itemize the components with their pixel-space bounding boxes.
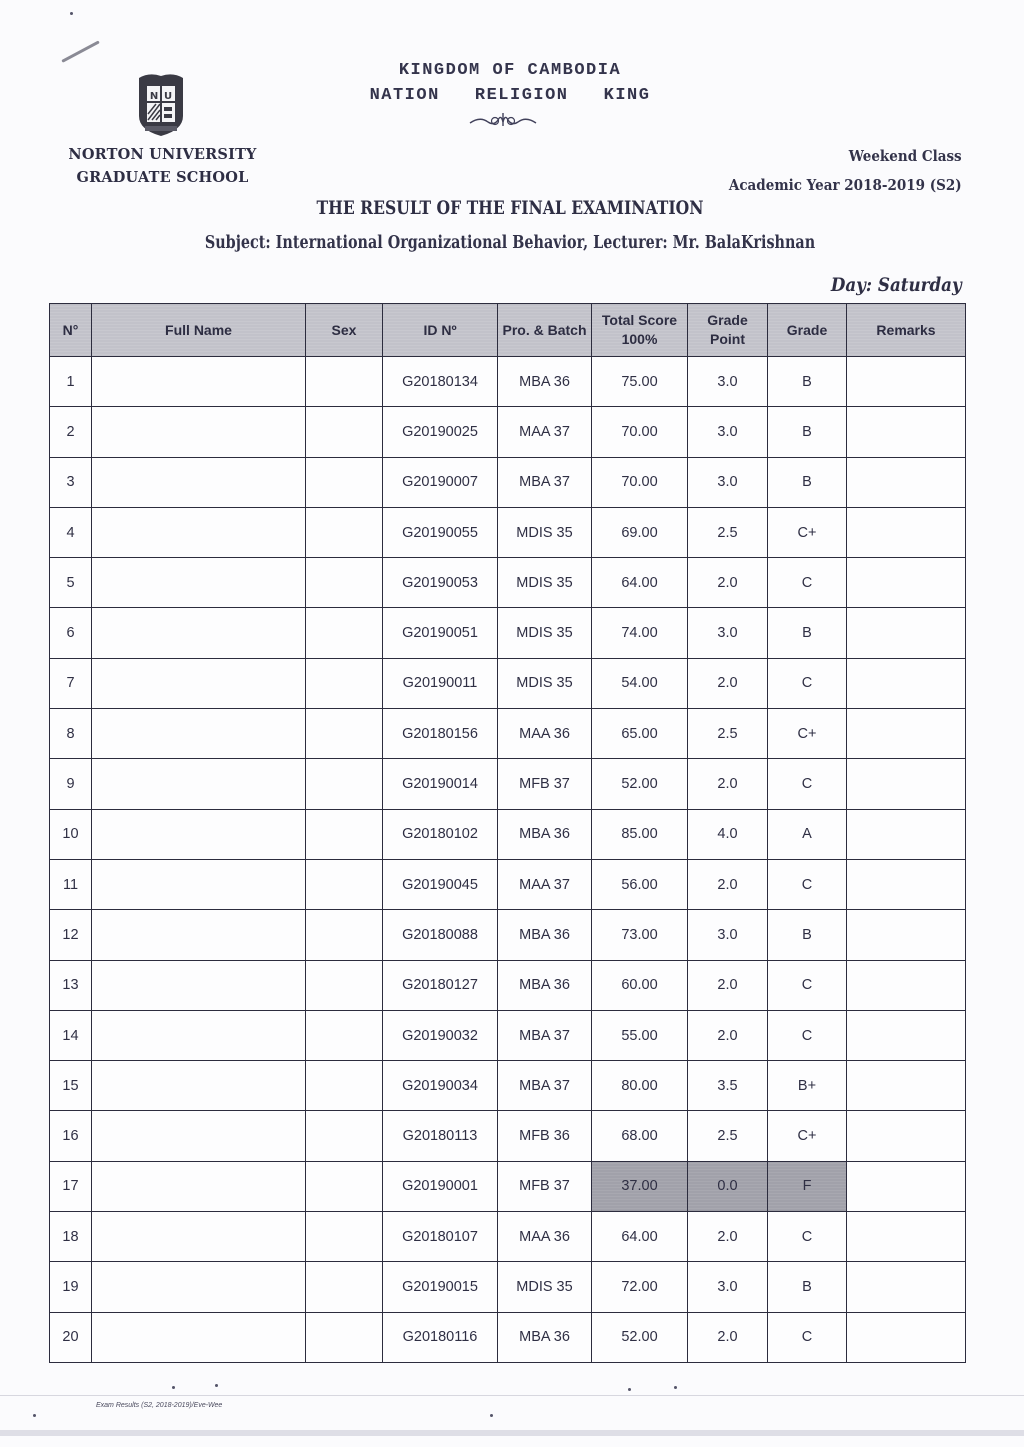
cell-sex [306,910,383,960]
cell-grade: C [768,1312,847,1362]
table-row [50,558,966,608]
svg-text:U: U [163,91,173,102]
cell-total-score: 52.00 [592,1312,688,1362]
cell-id: G20190001 [383,1161,498,1211]
cell-batch: MBA 36 [498,809,592,859]
subject-line: Subject: International Organizational Behavior, Lecturer: Mr. BalaKrishnan [204,233,816,253]
cell-grade-point: 3.0 [688,457,768,507]
cell-remarks [847,558,966,608]
cell-full-name [92,960,306,1010]
cell-batch: MAA 36 [498,1212,592,1262]
cell-no: 17 [50,1161,92,1211]
table-row [50,1161,966,1211]
cell-batch: MFB 37 [498,1161,592,1211]
cell-remarks [847,407,966,457]
class-meta [729,142,962,200]
cell-grade-point: 2.5 [688,709,768,759]
scan-speck [490,1414,493,1417]
cell-full-name [92,457,306,507]
cell-no: 4 [50,507,92,557]
cell-full-name [92,910,306,960]
cell-batch: MBA 36 [498,357,592,407]
cell-remarks [847,658,966,708]
cell-id: G20180116 [383,1312,498,1362]
cell-no: 5 [50,558,92,608]
cell-grade: C [768,859,847,909]
ornament-divider [468,110,538,130]
cell-remarks [847,457,966,507]
cell-no: 16 [50,1111,92,1161]
cell-grade: B [768,407,847,457]
cell-remarks [847,759,966,809]
col-header-remarks: Remarks [847,304,966,357]
cell-total-score: 37.00 [592,1161,688,1211]
table-row [50,709,966,759]
cell-remarks [847,809,966,859]
cell-remarks [847,1061,966,1111]
cell-grade: C+ [768,507,847,557]
exam-day: Day: Saturday [831,274,962,296]
col-header-id: ID Nº [383,304,498,357]
cell-full-name [92,407,306,457]
cell-grade: B [768,910,847,960]
cell-grade-point: 3.0 [688,910,768,960]
cell-grade-point: 2.5 [688,1111,768,1161]
cell-sex [306,1161,383,1211]
cell-id: G20190014 [383,759,498,809]
cell-total-score: 52.00 [592,759,688,809]
scan-artifact-line [0,1395,1024,1396]
cell-grade-point: 2.0 [688,1212,768,1262]
cell-id: G20190051 [383,608,498,658]
cell-grade: B [768,357,847,407]
cell-grade: C [768,1010,847,1060]
cell-remarks [847,1312,966,1362]
cell-grade: C [768,658,847,708]
university-name-block [60,143,265,189]
cell-id: G20190045 [383,859,498,909]
table-row [50,608,966,658]
university-crest-logo [137,72,185,138]
scan-speck [674,1386,677,1389]
table-row [50,910,966,960]
cell-no: 8 [50,709,92,759]
table-row [50,1312,966,1362]
col-header-grade-point [688,304,768,357]
cell-remarks [847,910,966,960]
cell-grade: C [768,960,847,1010]
cell-remarks [847,608,966,658]
cell-sex [306,608,383,658]
cell-remarks [847,859,966,909]
cell-no: 10 [50,809,92,859]
cell-no: 20 [50,1312,92,1362]
cell-grade: A [768,809,847,859]
cell-batch: MBA 37 [498,1010,592,1060]
col-header-sex: Sex [306,304,383,357]
cell-grade-point: 2.0 [688,1010,768,1060]
cell-batch: MBA 37 [498,457,592,507]
cell-no: 1 [50,357,92,407]
col-header-full-name: Full Name [92,304,306,357]
scan-speck [33,1414,36,1417]
cell-id: G20180134 [383,357,498,407]
cell-grade-point: 2.0 [688,759,768,809]
academic-year: Academic Year 2018-2019 (S2) [729,176,962,194]
cell-full-name [92,1010,306,1060]
cell-batch: MDIS 35 [498,558,592,608]
cell-remarks [847,1111,966,1161]
cell-grade: C+ [768,1111,847,1161]
cell-total-score: 70.00 [592,457,688,507]
cell-remarks [847,1161,966,1211]
cell-id: G20190007 [383,457,498,507]
cell-grade: C [768,759,847,809]
cell-id: G20190025 [383,407,498,457]
cell-id: G20180113 [383,1111,498,1161]
cell-remarks [847,709,966,759]
cell-sex [306,1262,383,1312]
cell-sex [306,407,383,457]
cell-total-score: 72.00 [592,1262,688,1312]
cell-full-name [92,357,306,407]
col-header-grade-point-label: Grade Point [707,312,748,347]
cell-grade: F [768,1161,847,1211]
cell-sex [306,457,383,507]
cell-id: G20180127 [383,960,498,1010]
cell-remarks [847,507,966,557]
staple-mark [61,40,99,62]
cell-total-score: 75.00 [592,357,688,407]
cell-sex [306,658,383,708]
cell-total-score: 55.00 [592,1010,688,1060]
cell-batch: MAA 36 [498,709,592,759]
cell-sex [306,1312,383,1362]
table-row [50,507,966,557]
cell-sex [306,809,383,859]
col-header-batch: Pro. & Batch [498,304,592,357]
cell-full-name [92,658,306,708]
cell-grade: C+ [768,709,847,759]
cell-grade-point: 0.0 [688,1161,768,1211]
cell-total-score: 60.00 [592,960,688,1010]
cell-grade-point: 2.5 [688,507,768,557]
scan-speck [628,1388,631,1391]
cell-batch: MDIS 35 [498,658,592,708]
cell-id: G20190015 [383,1262,498,1312]
cell-full-name [92,1212,306,1262]
cell-batch: MAA 37 [498,407,592,457]
cell-full-name [92,608,306,658]
cell-batch: MBA 37 [498,1061,592,1111]
cell-grade-point: 2.0 [688,658,768,708]
table-row [50,1262,966,1312]
cell-total-score: 69.00 [592,507,688,557]
cell-id: G20180102 [383,809,498,859]
school-name: GRADUATE SCHOOL [76,169,249,186]
cell-sex [306,357,383,407]
cell-grade-point: 3.0 [688,407,768,457]
cell-full-name [92,1111,306,1161]
cell-total-score: 65.00 [592,709,688,759]
cell-sex [306,558,383,608]
cell-id: G20180088 [383,910,498,960]
cell-total-score: 74.00 [592,608,688,658]
cell-total-score: 64.00 [592,558,688,608]
table-row [50,658,966,708]
results-table [49,303,966,1363]
cell-sex [306,507,383,557]
cell-grade-point: 2.0 [688,859,768,909]
cell-no: 2 [50,407,92,457]
col-header-total-score-label: Total Score 100% [601,312,678,347]
cell-sex [306,859,383,909]
table-row [50,809,966,859]
cell-id: G20190053 [383,558,498,608]
cell-grade: C [768,1212,847,1262]
cell-remarks [847,1262,966,1312]
scan-speck [215,1384,218,1387]
table-row [50,357,966,407]
table-row [50,1212,966,1262]
cell-grade: B [768,608,847,658]
cell-grade: B [768,1262,847,1312]
cell-batch: MDIS 35 [498,507,592,557]
cell-no: 9 [50,759,92,809]
cell-no: 6 [50,608,92,658]
cell-grade-point: 3.0 [688,1262,768,1312]
cell-grade-point: 3.5 [688,1061,768,1111]
cell-sex [306,960,383,1010]
cell-grade-point: 2.0 [688,1312,768,1362]
cell-no: 12 [50,910,92,960]
cell-grade-point: 4.0 [688,809,768,859]
class-type: Weekend Class [849,147,962,165]
table-row [50,457,966,507]
table-row [50,759,966,809]
national-heading [330,58,690,108]
cell-sex [306,759,383,809]
scan-speck [70,12,73,15]
cell-full-name [92,558,306,608]
table-row [50,1010,966,1060]
table-row [50,1061,966,1111]
cell-full-name [92,1061,306,1111]
cell-id: G20190011 [383,658,498,708]
table-row [50,859,966,909]
cell-grade: C [768,558,847,608]
cell-no: 18 [50,1212,92,1262]
scan-artifact-line [0,1430,1024,1436]
cell-no: 19 [50,1262,92,1312]
table-row [50,960,966,1010]
cell-remarks [847,1212,966,1262]
cell-batch: MDIS 35 [498,1262,592,1312]
footer-file-label: Exam Results (S2, 2018-2019)/Eve-Wee [96,1402,223,1409]
cell-id: G20190032 [383,1010,498,1060]
cell-no: 3 [50,457,92,507]
col-header-total-score [592,304,688,357]
country-name: KINGDOM OF CAMBODIA [398,61,622,80]
cell-full-name [92,507,306,557]
cell-total-score: 54.00 [592,658,688,708]
cell-total-score: 85.00 [592,809,688,859]
cell-remarks [847,1010,966,1060]
cell-full-name [92,859,306,909]
cell-batch: MBA 36 [498,1312,592,1362]
cell-grade-point: 3.0 [688,357,768,407]
cell-full-name [92,759,306,809]
cell-grade-point: 3.0 [688,608,768,658]
cell-remarks [847,960,966,1010]
cell-full-name [92,709,306,759]
cell-grade-point: 2.0 [688,558,768,608]
cell-full-name [92,809,306,859]
cell-batch: MDIS 35 [498,608,592,658]
national-motto: NATION RELIGION KING [369,86,651,105]
cell-no: 15 [50,1061,92,1111]
cell-id: G20180107 [383,1212,498,1262]
cell-no: 11 [50,859,92,909]
cell-total-score: 70.00 [592,407,688,457]
cell-total-score: 56.00 [592,859,688,909]
cell-batch: MBA 36 [498,910,592,960]
scan-speck [172,1386,175,1389]
svg-text:N: N [149,91,159,102]
cell-full-name [92,1262,306,1312]
cell-sex [306,1010,383,1060]
cell-batch: MFB 37 [498,759,592,809]
table-header-row [50,304,966,357]
cell-no: 13 [50,960,92,1010]
cell-grade: B+ [768,1061,847,1111]
cell-batch: MAA 37 [498,859,592,909]
cell-sex [306,1111,383,1161]
cell-total-score: 73.00 [592,910,688,960]
cell-id: G20180156 [383,709,498,759]
cell-batch: MFB 36 [498,1111,592,1161]
cell-no: 14 [50,1010,92,1060]
col-header-grade: Grade [768,304,847,357]
cell-full-name [92,1161,306,1211]
university-name: NORTON UNIVERSITY [68,146,257,163]
table-row [50,1111,966,1161]
cell-total-score: 64.00 [592,1212,688,1262]
cell-remarks [847,357,966,407]
cell-id: G20190034 [383,1061,498,1111]
table-row [50,407,966,457]
cell-id: G20190055 [383,507,498,557]
cell-no: 7 [50,658,92,708]
cell-sex [306,709,383,759]
cell-batch: MBA 36 [498,960,592,1010]
cell-grade-point: 2.0 [688,960,768,1010]
cell-total-score: 80.00 [592,1061,688,1111]
document-title: THE RESULT OF THE FINAL EXAMINATION [316,197,704,219]
cell-grade: B [768,457,847,507]
cell-sex [306,1061,383,1111]
cell-sex [306,1212,383,1262]
cell-total-score: 68.00 [592,1111,688,1161]
cell-full-name [92,1312,306,1362]
col-header-no: N° [50,304,92,357]
